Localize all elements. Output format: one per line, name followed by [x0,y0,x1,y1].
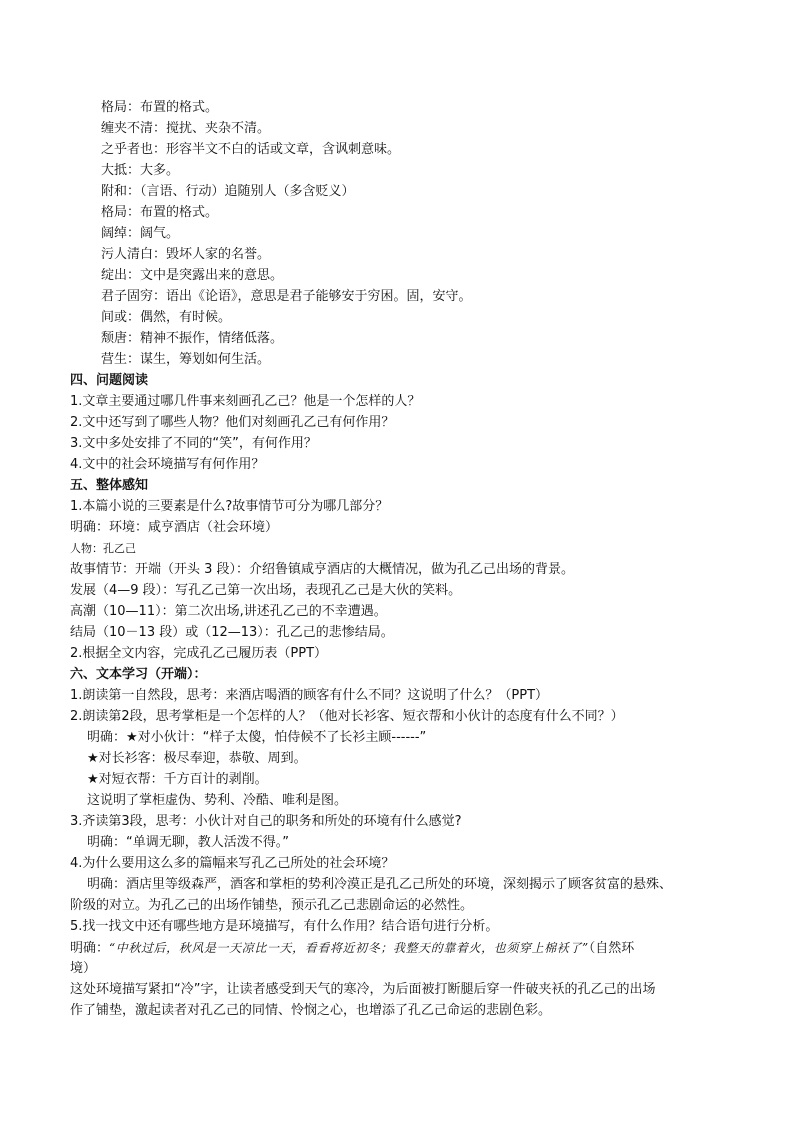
answer-line: ★对长衫客：极尽奉迎，恭敬、周到。 [87,751,307,766]
answer-line: 明确：酒店里等级森严，酒客和掌柜的势利冷漠正是孔乙己所处的环境，深刻揭示了顾客贫富的悬殊、 [87,877,673,892]
paragraph-line: 这处环境描写紧扣“冷”字，让读者感受到天气的寒冷，为后面被打断腿后穿一件破夹袄的孔乙己的出场 [70,982,656,997]
vocab-item: 营生：谋生，筹划如何生活。 [101,352,271,367]
question-item: 3.文中多处安排了不同的“笑”，有何作用？ [70,436,317,451]
section-heading: 五、整体感知 [70,478,149,493]
section-heading: 四、问题阅读 [70,373,149,388]
question-item: 5.找一找文中还有哪些地方是环境描写，有什么作用？结合语句进行分析。 [70,919,499,934]
question-item: 3.齐读第3段，思考：小伙计对自己的职务和所处的环境有什么感觉? [70,814,462,829]
answer-line: 发展（4—9 段）：写孔乙己第一次出场，表现孔乙己是大伙的笑料。 [70,583,462,598]
quote-text: “中秋过后，秋风是一天凉比一天，看看将近初冬；我整天的靠着火，也须穿上棉袄了” [109,941,589,955]
question-item: 2.根据全文内容，完成孔乙己履历表（PPT） [70,646,328,661]
vocab-item: 间或：偶然，有时候。 [101,310,232,325]
question-item: 1.文章主要通过哪几件事来刻画孔乙己？他是一个怎样的人？ [70,394,421,409]
vocab-item: 格局：布置的格式。 [101,100,219,115]
question-item: 1.本篇小说的三要素是什么?故事情节可分为哪几部分？ [70,499,389,514]
answer-line: 故事情节：开端（开头 3 段）：介绍鲁镇咸亨酒店的大概情况，做为孔乙己出场的背景。 [70,562,575,577]
answer-line: 明确：★对小伙计：“样子太傻，怕侍候不了长衫主顾------” [87,730,427,745]
section-heading: 六、文本学习（开端）： [70,667,207,682]
question-item: 1.朗读第一自然段，思考：来酒店喝酒的顾客有什么不同？这说明了什么？（PPT） [70,688,549,703]
answer-tail: （自然环 [588,941,635,956]
vocab-item: 君子固穷：语出《论语》，意思是君子能够安于穷困。固，安守。 [101,289,472,304]
answer-line: 境） [70,961,97,976]
vocab-item: 阔绰：阔气。 [101,226,180,241]
answer-line: 明确：“单调无聊，教人活泼不得。” [87,835,289,850]
answer-line: 明确：环境：咸亨酒店（社会环境） [70,520,279,535]
question-item: 4.文中的社会环境描写有何作用？ [70,457,265,472]
answer-line: 阶级的对立。为孔乙己的出场作铺垫，预示孔乙己悲剧命运的必然性。 [70,898,474,913]
question-item: 4.为什么要用这么多的篇幅来写孔乙己所处的社会环境？ [70,856,395,871]
answer-line: 人物：孔乙己 [70,542,136,555]
question-item: 2.朗读第2段，思考掌柜是一个怎样的人？（他对长衫客、短衣帮和小伙计的态度有什么不同？） [70,709,624,724]
answer-line: 这说明了掌柜虚伪、势利、冷酷、唯利是图。 [87,793,348,808]
vocab-item: 绽出：文中是突露出来的意思。 [101,268,284,283]
answer-line: 结局（10－13 段）或（12—13）：孔乙己的悲惨结局。 [70,625,394,640]
answer-label: 明确： [70,941,110,956]
answer-line: ★对短衣帮：千方百计的剥削。 [87,772,268,787]
answer-line: 高潮（10—11）：第二次出场,讲述孔乙己的不幸遭遇。 [70,604,387,619]
vocab-item: 之乎者也：形容半文不白的话或文章，含讽刺意味。 [101,142,401,157]
vocab-item: 格局：布置的格式。 [101,205,219,220]
vocab-item: 颓唐：精神不振作，情绪低落。 [101,331,284,346]
vocab-item: 缠夹不清：搅扰、夹杂不清。 [101,121,271,136]
paragraph-line: 作了铺垫，激起读者对孔乙己的同情、怜悯之心，也增添了孔乙己命运的悲剧色彩。 [70,1003,552,1018]
vocab-item: 大抵：大多。 [101,163,180,178]
question-item: 2.文中还写到了哪些人物？他们对刻画孔乙己有何作用？ [70,415,395,430]
vocab-item: 附和：（言语、行动）追随别人（多含贬义） [101,184,355,199]
vocab-item: 污人清白：毁坏人家的名誉。 [101,247,271,262]
answer-line-quote [70,938,730,959]
